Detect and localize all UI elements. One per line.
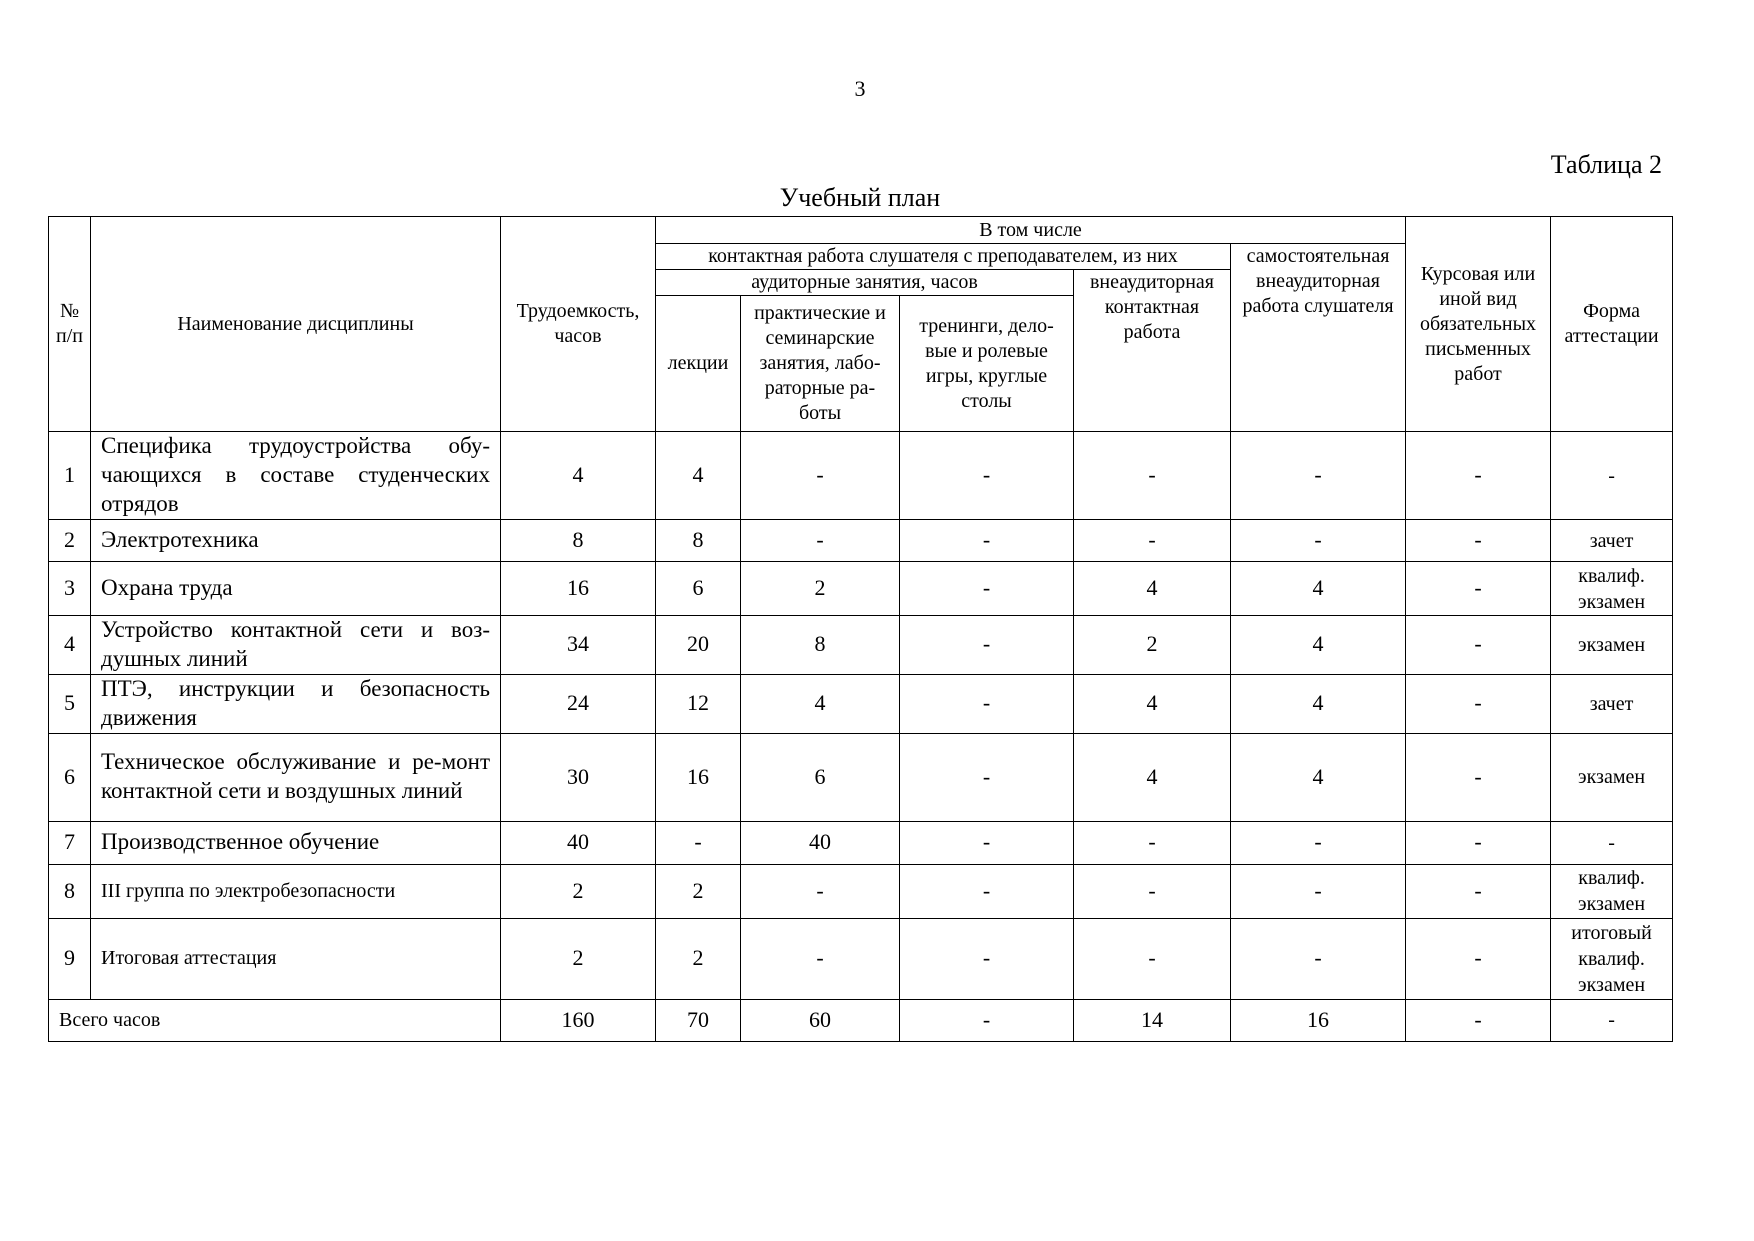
- header-practical: практические и семинарские занятия, лабо-раторные ра-боты: [741, 296, 900, 432]
- row-name: III группа по электробезопасности: [91, 864, 501, 918]
- total-extra: 14: [1074, 999, 1231, 1041]
- curriculum-table: [48, 216, 1673, 1042]
- row-num: 8: [49, 864, 91, 918]
- row-trainings: -: [900, 562, 1074, 616]
- row-num: 7: [49, 821, 91, 864]
- row-course: -: [1406, 616, 1551, 675]
- row-num: 5: [49, 674, 91, 733]
- row-self: -: [1231, 918, 1406, 999]
- row-extra: 4: [1074, 733, 1231, 821]
- row-course: -: [1406, 918, 1551, 999]
- row-labor: 16: [501, 562, 656, 616]
- row-name: Охрана труда: [91, 562, 501, 616]
- row-form: квалиф. экзамен: [1551, 562, 1673, 616]
- row-trainings: -: [900, 674, 1074, 733]
- row-labor: 34: [501, 616, 656, 675]
- row-labor: 2: [501, 864, 656, 918]
- row-num: 6: [49, 733, 91, 821]
- total-labor: 160: [501, 999, 656, 1041]
- row-practical: 8: [741, 616, 900, 675]
- header-contact-work: контактная работа слушателя с преподавателем, из них: [656, 244, 1231, 270]
- row-practical: -: [741, 864, 900, 918]
- row-lectures: 20: [656, 616, 741, 675]
- row-name: Специфика трудоустройства обу-чающихся в составе студенческих отрядов: [91, 432, 501, 520]
- row-practical: -: [741, 918, 900, 999]
- row-name: Техническое обслуживание и ре-монт контактной сети и воздушных линий: [91, 733, 501, 821]
- row-labor: 4: [501, 432, 656, 520]
- total-label: Всего часов: [49, 999, 501, 1041]
- row-name: Производственное обучение: [91, 821, 501, 864]
- row-lectures: 2: [656, 918, 741, 999]
- row-self: -: [1231, 821, 1406, 864]
- row-lectures: -: [656, 821, 741, 864]
- header-attestation: Форма аттестации: [1551, 217, 1673, 432]
- row-course: -: [1406, 821, 1551, 864]
- row-lectures: 12: [656, 674, 741, 733]
- row-name: Электротехника: [91, 520, 501, 562]
- row-course: -: [1406, 520, 1551, 562]
- header-name: Наименование дисциплины: [91, 217, 501, 432]
- row-trainings: -: [900, 432, 1074, 520]
- row-course: -: [1406, 432, 1551, 520]
- row-extra: 2: [1074, 616, 1231, 675]
- row-labor: 8: [501, 520, 656, 562]
- header-trainings: тренинги, дело-вые и ролевые игры, круглые столы: [900, 296, 1074, 432]
- header-self-study: самостоятельная внеаудиторная работа слушателя: [1231, 244, 1406, 432]
- row-name: Устройство контактной сети и воз-душных линий: [91, 616, 501, 675]
- row-course: -: [1406, 674, 1551, 733]
- row-num: 2: [49, 520, 91, 562]
- row-self: -: [1231, 864, 1406, 918]
- table-row: [49, 616, 1673, 675]
- table-row: [49, 674, 1673, 733]
- row-lectures: 8: [656, 520, 741, 562]
- row-labor: 30: [501, 733, 656, 821]
- table-row: [49, 562, 1673, 616]
- row-extra: -: [1074, 432, 1231, 520]
- row-extra: 4: [1074, 674, 1231, 733]
- row-self: 4: [1231, 733, 1406, 821]
- page-number: 3: [854, 76, 866, 101]
- row-extra: -: [1074, 821, 1231, 864]
- row-labor: 2: [501, 918, 656, 999]
- row-practical: -: [741, 432, 900, 520]
- row-extra: -: [1074, 520, 1231, 562]
- row-name: Итоговая аттестация: [91, 918, 501, 999]
- row-trainings: -: [900, 616, 1074, 675]
- table-row: [49, 432, 1673, 520]
- total-lectures: 70: [656, 999, 741, 1041]
- table-row: [49, 918, 1673, 999]
- row-extra: -: [1074, 918, 1231, 999]
- table-row: [49, 864, 1673, 918]
- row-form: зачет: [1551, 520, 1673, 562]
- row-num: 9: [49, 918, 91, 999]
- table-title: Учебный план: [779, 183, 941, 212]
- row-form: итоговый квалиф. экзамен: [1551, 918, 1673, 999]
- row-labor: 40: [501, 821, 656, 864]
- row-name: ПТЭ, инструкции и безопасность движения: [91, 674, 501, 733]
- row-lectures: 2: [656, 864, 741, 918]
- total-self: 16: [1231, 999, 1406, 1041]
- row-labor: 24: [501, 674, 656, 733]
- total-course: -: [1406, 999, 1551, 1041]
- table-row: [49, 733, 1673, 821]
- header-num: № п/п: [49, 217, 91, 432]
- row-form: экзамен: [1551, 616, 1673, 675]
- header-classroom: аудиторные занятия, часов: [656, 270, 1074, 296]
- header-in-total: В том числе: [656, 217, 1406, 244]
- row-lectures: 16: [656, 733, 741, 821]
- row-self: -: [1231, 432, 1406, 520]
- row-self: 4: [1231, 616, 1406, 675]
- row-trainings: -: [900, 864, 1074, 918]
- header-extracurricular-contact: внеаудиторная контактная работа: [1074, 270, 1231, 432]
- row-extra: -: [1074, 864, 1231, 918]
- row-lectures: 4: [656, 432, 741, 520]
- row-practical: 4: [741, 674, 900, 733]
- total-trainings: -: [900, 999, 1074, 1041]
- total-form: -: [1551, 999, 1673, 1041]
- table-label: Таблица 2: [1550, 150, 1662, 179]
- row-form: -: [1551, 432, 1673, 520]
- row-practical: 40: [741, 821, 900, 864]
- row-num: 3: [49, 562, 91, 616]
- header-lectures: лекции: [656, 296, 741, 432]
- row-trainings: -: [900, 520, 1074, 562]
- row-form: квалиф. экзамен: [1551, 864, 1673, 918]
- header-labor: Трудоемкость, часов: [501, 217, 656, 432]
- row-self: 4: [1231, 674, 1406, 733]
- row-practical: 6: [741, 733, 900, 821]
- row-form: зачет: [1551, 674, 1673, 733]
- row-trainings: -: [900, 821, 1074, 864]
- total-row: [49, 999, 1673, 1041]
- row-self: 4: [1231, 562, 1406, 616]
- row-course: -: [1406, 562, 1551, 616]
- row-lectures: 6: [656, 562, 741, 616]
- row-practical: -: [741, 520, 900, 562]
- row-num: 1: [49, 432, 91, 520]
- row-self: -: [1231, 520, 1406, 562]
- total-practical: 60: [741, 999, 900, 1041]
- table-row: [49, 520, 1673, 562]
- row-trainings: -: [900, 918, 1074, 999]
- table-row: [49, 821, 1673, 864]
- row-course: -: [1406, 864, 1551, 918]
- row-form: -: [1551, 821, 1673, 864]
- row-trainings: -: [900, 733, 1074, 821]
- row-extra: 4: [1074, 562, 1231, 616]
- row-form: экзамен: [1551, 733, 1673, 821]
- row-num: 4: [49, 616, 91, 675]
- row-practical: 2: [741, 562, 900, 616]
- header-coursework: Курсовая или иной вид обязательных письменных работ: [1406, 217, 1551, 432]
- row-course: -: [1406, 733, 1551, 821]
